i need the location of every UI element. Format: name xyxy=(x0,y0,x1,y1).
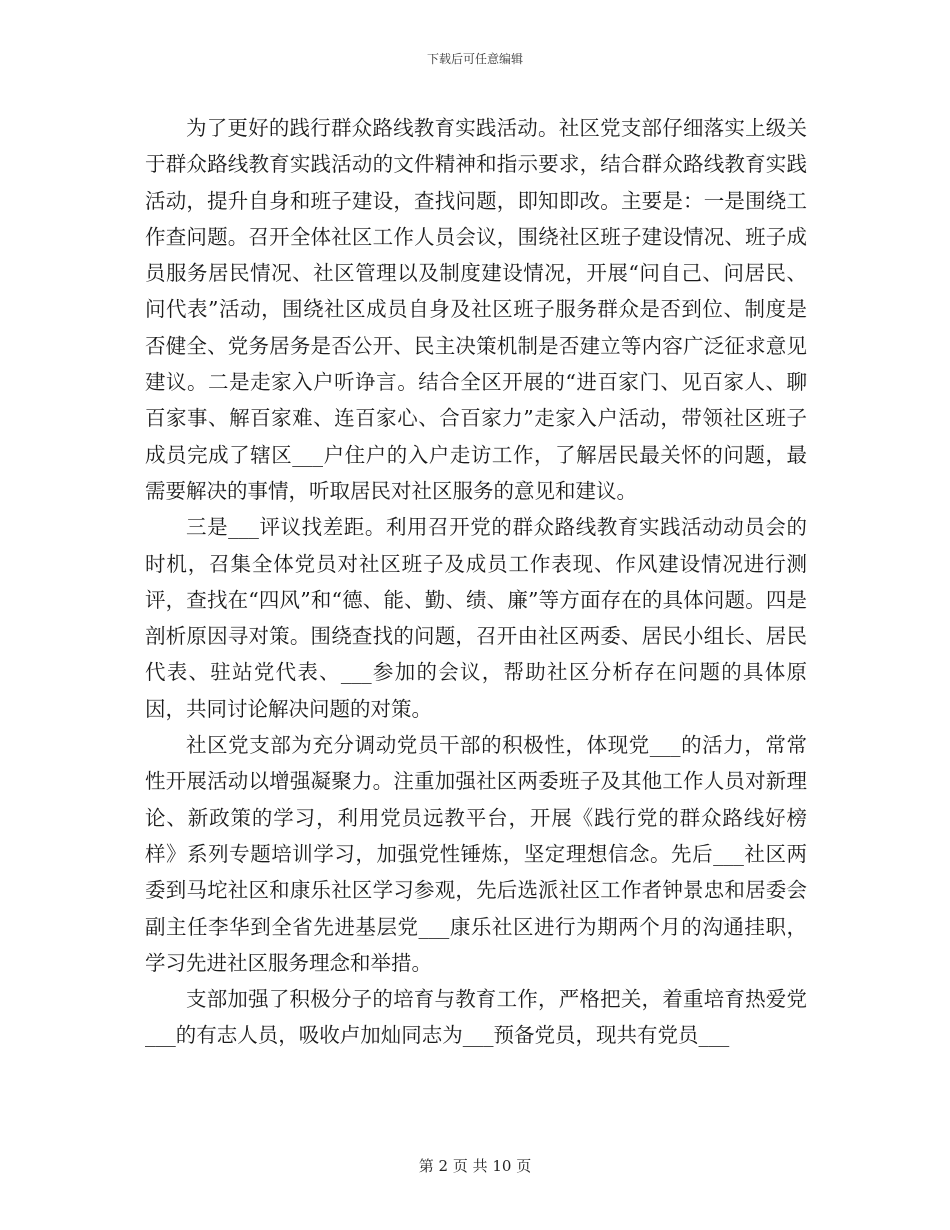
document-body xyxy=(145,110,807,1054)
page-footer: 第 2 页 共 10 页 xyxy=(418,1157,532,1175)
paragraph-4: 支部加强了积极分子的培育与教育工作，严格把关，着重培育热爱党___的有志人员，吸收卢加灿同志为___预备党员，现共有党员___ xyxy=(145,987,807,1048)
paragraph-2: 三是___评议找差距。利用召开党的群众路线教育实践活动动员会的时机，召集全体党员对社区班子及成员工作表现、作风建设情况进行测评，查找在“四风”和“德、能、勤、绩、廉”等方面存在的具体问题。四是剖析原因寻对策。围绕查找的问题，召开由社区两委、居民小组长、居民代表、驻站党代表、___参加的会议，帮助社区分析存在问题的具体原因，共同讨论解决问题的对策。 xyxy=(145,515,807,721)
paragraph-3: 社区党支部为充分调动党员干部的积极性，体现党___的活力，常常性开展活动以增强凝聚力。注重加强社区两委班子及其他工作人员对新理论、新政策的学习，利用党员远教平台，开展《践行党的群众路线好榜样》系列专题培训学习，加强党性锤炼，坚定理想信念。先后___社区两委到马坨社区和康乐社区学习参观，先后选派社区工作者钟景忠和居委会副主任李华到全省先进基层党___康乐社区进行为期两个月的沟通挂职，学习先进社区服务理念和举措。 xyxy=(145,733,807,975)
paragraph-1: 为了更好的践行群众路线教育实践活动。社区党支部仔细落实上级关于群众路线教育实践活动的文件精神和指示要求，结合群众路线教育实践活动，提升自身和班子建设，查找问题，即知即改。主要是：一是围绕工作查问题。召开全体社区工作人员会议，围绕社区班子建设情况、班子成员服务居民情况、社区管理以及制度建设情况，开展“问自己、问居民、问代表”活动，围绕社区成员自身及社区班子服务群众是否到位、制度是否健全、党务居务是否公开、民主决策机制是否建立等内容广泛征求意见建议。二是走家入户听诤言。结合全区开展的“进百家门、见百家人、聊百家事、解百家难、连百家心、合百家力”走家入户活动，带领社区班子成员完成了辖区___户住户的入户走访工作，了解居民最关怀的问题，最需要解决的事情，听取居民对社区服务的意见和建议。 xyxy=(145,116,807,503)
page-header: 下载后可任意编辑 xyxy=(426,52,523,66)
